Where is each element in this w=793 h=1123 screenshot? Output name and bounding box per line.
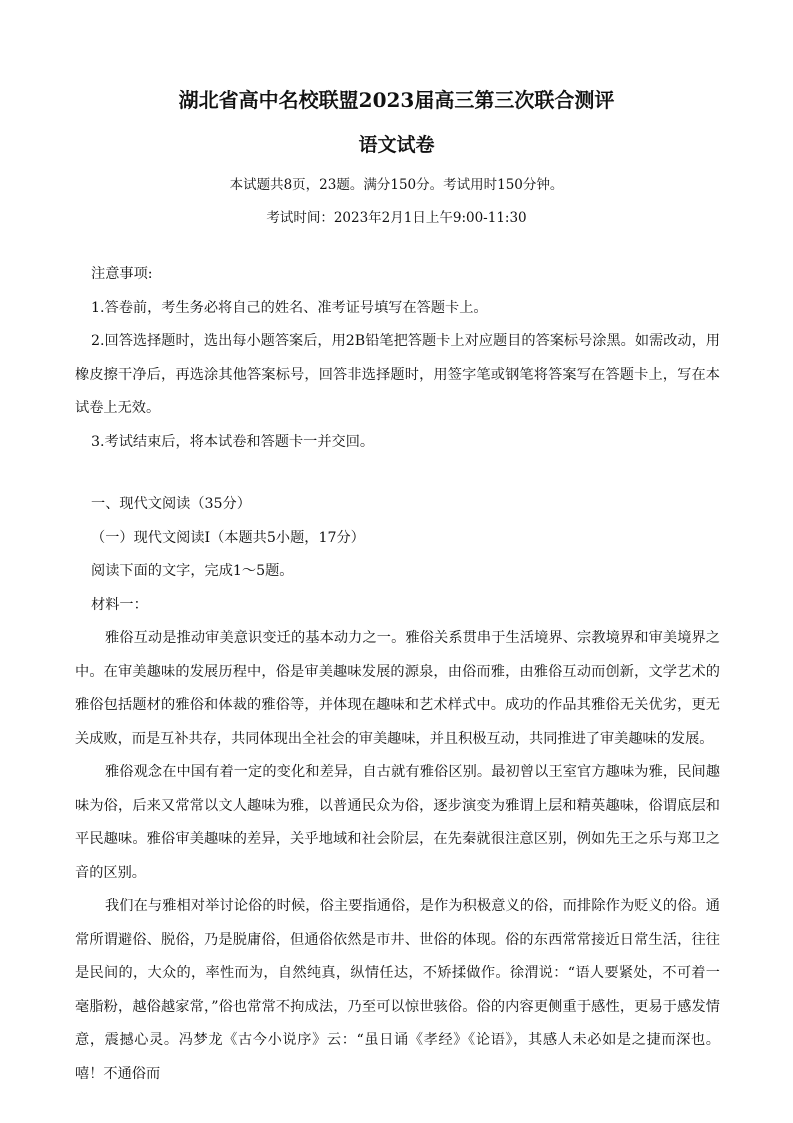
section-instruction: 阅读下面的文字，完成1～5题。 [91, 563, 294, 579]
section-subheading: （一）现代文阅读Ⅰ（本题共5小题，17分） [91, 529, 365, 546]
exam-title: 湖北省高中名校联盟2023届高三第三次联合测评 [178, 88, 615, 112]
exam-info: 本试题共8页，23题。满分150分。考试用时150分钟。 [229, 177, 564, 193]
notes-section [75, 258, 720, 459]
material-paragraph: 雅俗互动是推动审美意识变迁的基本动力之一。雅俗关系贯串于生活境界、宗教境界和审美境界之中。在审美趣味的发展历程中，俗是审美趣味发展的源泉，由俗而雅，由雅俗互动而创新，文学艺术的雅俗包括题材的雅俗和体裁的雅俗等，并体现在趣味和艺术样式中。成功的作品其雅俗无关优劣，更无关成败，而是互补共存，共同体现出全社会的审美趣味，并且积极互动，共同推进了审美趣味的发展。 [75, 630, 720, 747]
section-heading: 一、现代文阅读（35分） [91, 496, 251, 512]
material-paragraph: 雅俗观念在中国有着一定的变化和差异，自古就有雅俗区别。最初曾以王室官方趣味为雅，民间趣味为俗，后来又常常以文人趣味为雅，以普通民众为俗，逐步演变为雅谓上层和精英趣味，俗谓底层和平民趣味。雅俗审美趣味的差异，关乎地域和社会阶层，在先秦就很注意区别，例如先王之乐与郑卫之音的区别。 [75, 764, 720, 881]
material-label: 材料一： [91, 596, 148, 613]
notes-item: 2.回答选择题时，选出每小题答案后，用2B铅笔把答题卡上对应题目的答案标号涂黑。如需改动，用橡皮擦干净后，再选涂其他答案标号，回答非选择题时，用签字笔或钢笔将答案写在答题卡上，写在本试卷上无效。 [75, 333, 720, 416]
notes-item: 3.考试结束后，将本试卷和答题卡一并交回。 [91, 433, 375, 450]
reading-section [75, 488, 720, 1091]
notes-item: 1.答卷前，考生务必将自己的姓名、准考证号填写在答题卡上。 [91, 299, 488, 316]
material-paragraph: 我们在与雅相对举讨论俗的时候，俗主要指通俗，是作为积极意义的俗，而排除作为贬义的俗。通常所谓避俗、脱俗，乃是脱庸俗，但通俗依然是市井、世俗的体现。俗的东西常常接近日常生活，往往是民间的，大众的，率性而为，自然纯真，纵情任达，不矫揉做作。徐渭说：“语人要紧处，不可着一毫脂粉，越俗越家常，”俗也常常不拘成法，乃至可以惊世骇俗。俗的内容更侧重于感性，更易于感发情意，震撼心灵。冯梦龙《古今小说序》云：“虽日诵《孝经》《论语》，其感人未必如是之捷而深也。嘻！不通俗而 [75, 898, 720, 1082]
notes-heading: 注意事项: [91, 266, 153, 282]
exam-subtitle: 语文试卷 [358, 134, 435, 156]
exam-time: 考试时间：2023年2月1日上午9:00-11:30 [266, 210, 527, 226]
